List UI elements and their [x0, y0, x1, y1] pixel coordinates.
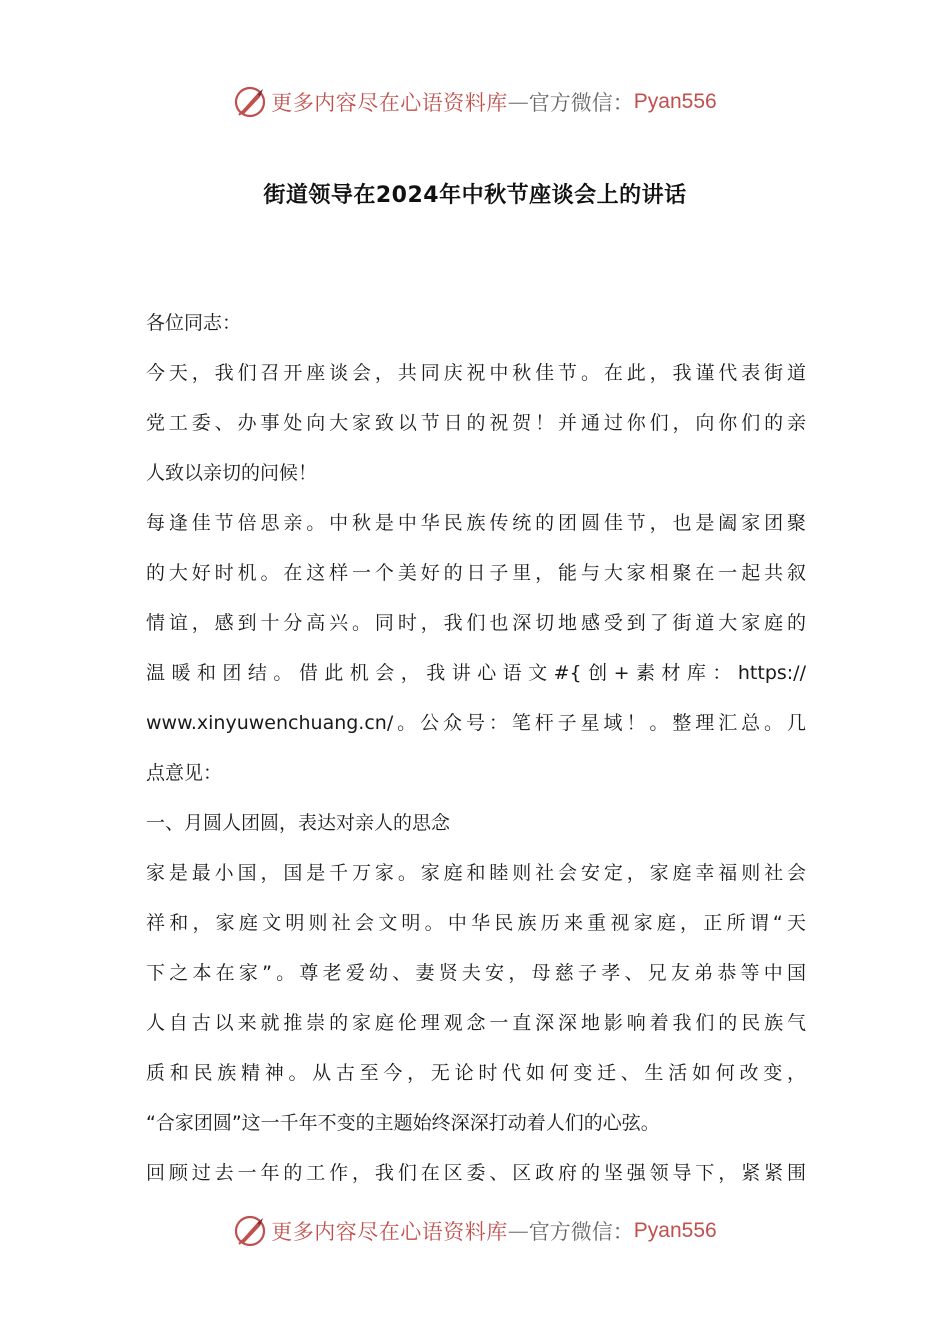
- section-heading: 一、月圆人团圆，表达对亲人的思念: [146, 812, 451, 834]
- banner-wechat-label: 官方微信：: [528, 91, 634, 115]
- body-line: 党工委、办事处向大家致以节日的祝贺！并通过你们，向你们的亲: [146, 412, 806, 434]
- banner-text: 更多内容尽在心语资料库: [271, 91, 508, 115]
- footer-banner: [0, 1211, 950, 1251]
- quill-logo-icon: [233, 1214, 267, 1248]
- body-line: 家是最小国，国是千万家。家庭和睦则社会安定，家庭幸福则社会: [146, 862, 806, 884]
- body-line: 各位同志：: [146, 312, 242, 334]
- banner-wechat-id: Pyan556: [633, 1219, 717, 1242]
- body-line: 人自古以来就推崇的家庭伦理观念一直深深地影响着我们的民族气: [146, 1012, 806, 1034]
- body-line: 下之本在家”。尊老爱幼、妻贤夫安，母慈子孝、兄友弟恭等中国: [146, 962, 806, 984]
- body-line: 人致以亲切的问候！: [146, 462, 318, 484]
- body-line: 温暖和团结。借此机会，我讲心语文#{创+素材库：https://: [146, 662, 806, 684]
- banner-text: 更多内容尽在心语资料库: [271, 1220, 508, 1244]
- body-line: 今天，我们召开座谈会，共同庆祝中秋佳节。在此，我谨代表街道: [146, 362, 806, 384]
- body-line: www.xinyuwenchuang.cn/。公众号：笔杆子星域！。整理汇总。几: [146, 712, 806, 734]
- body-line: 的大好时机。在这样一个美好的日子里，能与大家相聚在一起共叙: [146, 562, 806, 584]
- banner-dash: —: [507, 1219, 529, 1243]
- quill-logo-icon: [233, 85, 267, 119]
- banner-dash: —: [507, 90, 529, 114]
- banner-wechat-id: Pyan556: [633, 90, 717, 113]
- body-line: 祥和，家庭文明则社会文明。中华民族历来重视家庭，正所谓“天: [146, 912, 806, 934]
- header-banner: [0, 82, 950, 122]
- body-line: 质和民族精神。从古至今，无论时代如何变迁、生活如何改变，: [146, 1062, 806, 1084]
- banner-wechat-label: 官方微信：: [528, 1220, 634, 1244]
- body-line: 情谊，感到十分高兴。同时，我们也深切地感受到了街道大家庭的: [146, 612, 806, 634]
- body-line: 点意见：: [146, 762, 223, 784]
- document-title: 街道领导在2024年中秋节座谈会上的讲话: [263, 183, 687, 208]
- body-line: 每逢佳节倍思亲。中秋是中华民族传统的团圆佳节，也是阖家团聚: [146, 512, 806, 534]
- body-line: “合家团圆”这一千年不变的主题始终深深打动着人们的心弦。: [146, 1112, 660, 1134]
- body-line: 回顾过去一年的工作，我们在区委、区政府的坚强领导下，紧紧围: [146, 1162, 806, 1184]
- document-body: [146, 298, 806, 1198]
